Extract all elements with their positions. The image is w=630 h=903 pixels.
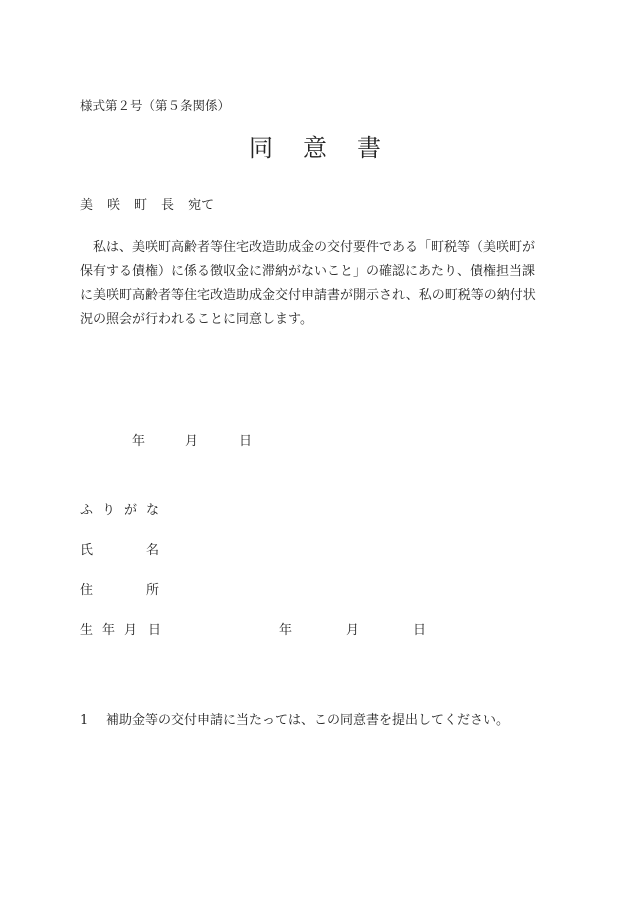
addressee-char: 宛て <box>188 198 215 213</box>
date-day-label: 日 <box>239 434 253 449</box>
addressee-char: 長 <box>161 198 175 213</box>
form-number: 様式第２号（第５条関係） <box>80 98 231 113</box>
consent-statement <box>80 236 560 332</box>
date-month-label: 月 <box>185 434 199 449</box>
note <box>80 709 509 728</box>
addressee-char: 町 <box>134 198 148 213</box>
consent-form-page: 様式第２号（第５条関係） 同 意 書 美 咲 町 長 宛て 私は、美咲町高齢者等住宅改造助成金の交付要件である「町税等（美咲町が 保有する債権）に係る徴収金に滞納がないこと」の確認にあたり、債権担当課 に美咲町高齢者等住宅改造助成金交付申請書が開示され、私の町税等の納付状 況の照会が行われることに同意します。 年 月 日 ふ り が な 氏 名 住 所 生 年 月 日 年 月 日 1 補助金等の交付申請に当たっては、この同意書を提出してください。 <box>0 0 630 903</box>
title-char: 同 <box>249 134 273 162</box>
note-text: 補助金等の交付申請に当たっては、この同意書を提出してください。 <box>106 713 510 728</box>
addressee-char: 咲 <box>107 198 121 213</box>
addressee <box>80 194 214 213</box>
title-char: 意 <box>303 134 327 162</box>
statement-line: 私は、美咲町高齢者等住宅改造助成金の交付要件である「町税等（美咲町が <box>80 240 536 255</box>
addressee-char: 美 <box>80 198 94 213</box>
note-number: 1 <box>80 713 89 728</box>
statement-line: 保有する債権）に係る徴収金に滞納がないこと」の確認にあたり、債権担当課 <box>80 264 536 279</box>
birthdate-day-label: 日 <box>413 623 427 638</box>
document-title <box>0 128 630 163</box>
statement-line: 況の照会が行われることに同意します。 <box>80 312 313 327</box>
title-char: 書 <box>357 134 381 162</box>
date-year-label: 年 <box>132 434 146 449</box>
birthdate-year-label: 年 <box>279 623 293 638</box>
birthdate-month-label: 月 <box>346 623 360 638</box>
statement-line: に美咲町高齢者等住宅改造助成金交付申請書が開示され、私の町税等の納付状 <box>80 288 536 303</box>
